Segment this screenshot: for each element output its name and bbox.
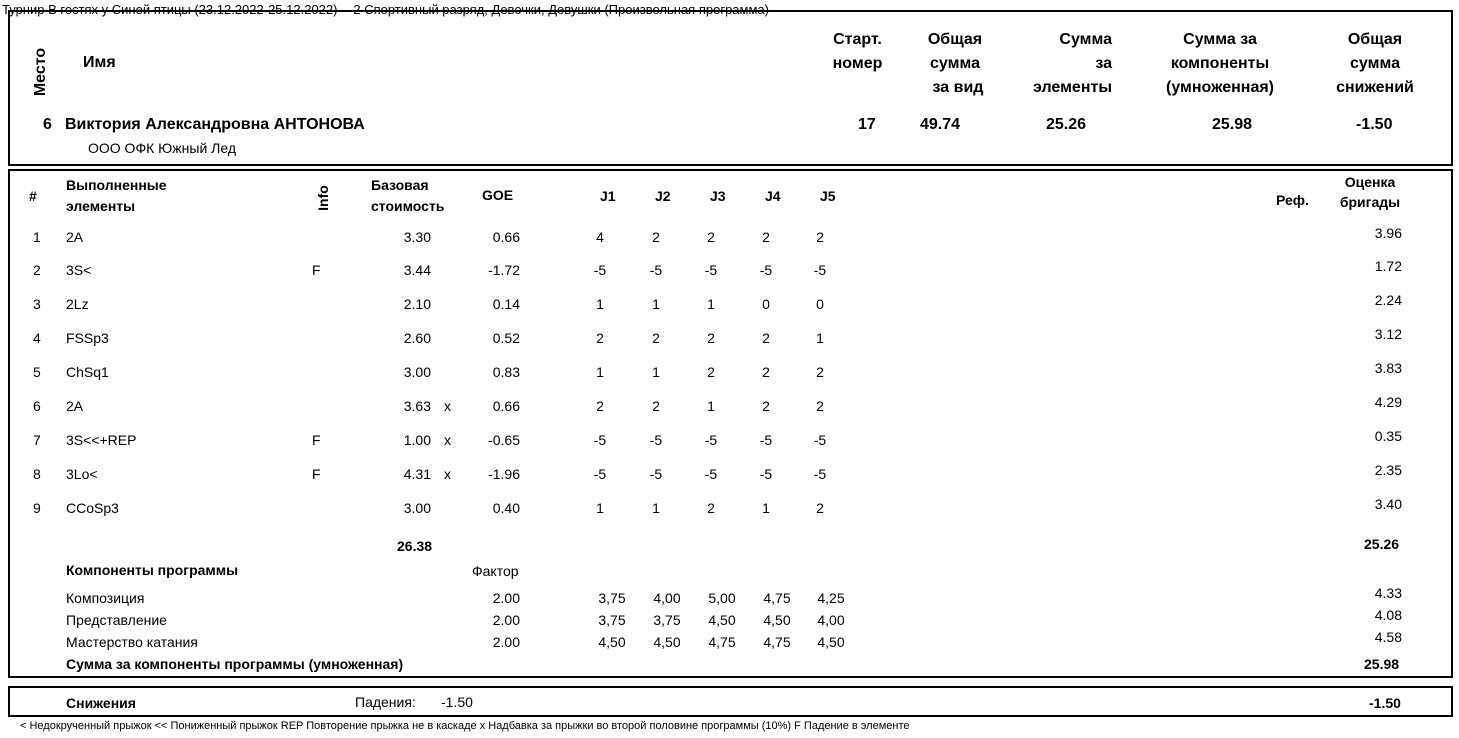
base-label-line2: стоимость [371, 198, 445, 214]
element-judge-2: 1 [652, 500, 660, 516]
total-label-line1: Общая [927, 31, 983, 48]
element-judge-4: 2 [762, 398, 770, 414]
components-label-line3: (умноженная) [1166, 79, 1274, 96]
executed-col-header [66, 175, 167, 217]
element-judge-5: 2 [816, 229, 824, 245]
element-judge-1: 1 [596, 296, 604, 312]
element-judge-5: -5 [813, 262, 827, 278]
goe-col-header: GOE [482, 187, 514, 203]
elements-label-line3: элементы [1033, 79, 1112, 96]
element-goe: 0.66 [492, 398, 520, 414]
j5-col-header: J5 [820, 188, 836, 204]
components-score-header [1150, 28, 1290, 100]
component-factor: 2.00 [492, 612, 520, 628]
elements-score-header [1020, 28, 1112, 100]
element-name: 3S<<+REP [66, 432, 137, 448]
element-judge-5: 0 [816, 296, 824, 312]
start-label-line1: Старт. [833, 31, 882, 48]
component-judge-5: 4,50 [817, 634, 845, 650]
skater-total-score: 49.74 [920, 116, 961, 133]
j4-col-header: J4 [765, 188, 781, 204]
name-label: Имя [83, 54, 116, 71]
element-goe: -0.65 [488, 432, 520, 448]
place-label: Место [32, 47, 49, 97]
element-judge-2: 1 [652, 364, 660, 380]
j3-col-header: J3 [710, 188, 726, 204]
element-base-value: 3.00 [403, 364, 431, 380]
element-name: 3S< [66, 262, 92, 278]
element-panel-score: 3.40 [1374, 496, 1402, 512]
element-num: 7 [33, 432, 41, 448]
total-label-line3: за вид [932, 79, 984, 96]
element-name: FSSp3 [66, 330, 109, 346]
component-panel-score: 4.58 [1374, 629, 1402, 645]
element-bonus-marker: x [444, 432, 451, 448]
element-num: 2 [33, 262, 41, 278]
skater-name: Виктория Александровна АНТОНОВА [65, 116, 365, 133]
element-base-value: 2.60 [403, 330, 431, 346]
element-name: 2Lz [66, 296, 89, 312]
ref-col-header: Реф. [1276, 192, 1309, 208]
element-judge-4: 2 [762, 330, 770, 346]
element-judge-5: 2 [816, 364, 824, 380]
skater-club: ООО ОФК Южный Лед [88, 140, 236, 156]
factor-label: Фактор [472, 563, 519, 579]
element-judge-5: 2 [816, 398, 824, 414]
element-judge-1: -5 [593, 432, 607, 448]
element-judge-5: -5 [813, 466, 827, 482]
element-panel-score: 4.29 [1374, 394, 1402, 410]
component-judge-5: 4,25 [817, 590, 845, 606]
component-judge-4: 4,75 [763, 634, 791, 650]
element-base-value: 4.31 [403, 466, 431, 482]
deductions-header [1320, 28, 1430, 100]
element-panel-score: 1.72 [1374, 258, 1402, 274]
element-judge-5: 1 [816, 330, 824, 346]
component-judge-1: 3,75 [598, 612, 626, 628]
j1-col-header: J1 [600, 188, 616, 204]
legend-footer: < Недокрученный прыжок << Пониженный прыжок REP Повторение прыжка не в каскаде x Надбавка за прыжки во второй половине программы (10%) F Падение в элементе [20, 720, 910, 732]
element-judge-2: 1 [652, 296, 660, 312]
deductions-label-line2: сумма [1350, 55, 1400, 72]
element-judge-1: 2 [596, 398, 604, 414]
start-number-header [815, 28, 900, 76]
component-row [0, 585, 1459, 610]
skater-place: 6 [43, 116, 52, 133]
component-judge-2: 3,75 [653, 612, 681, 628]
element-judge-1: 1 [596, 364, 604, 380]
element-judge-3: -5 [704, 466, 718, 482]
deductions-box [8, 686, 1453, 717]
component-name: Представление [66, 612, 167, 628]
component-panel-score: 4.33 [1374, 585, 1402, 601]
components-label-line1: Сумма за [1183, 31, 1257, 48]
element-num: 8 [33, 466, 41, 482]
j2-col-header: J2 [655, 188, 671, 204]
component-judge-3: 5,00 [708, 590, 736, 606]
element-info: F [312, 432, 321, 448]
deductions-label: Снижения [66, 695, 136, 711]
component-factor: 2.00 [492, 634, 520, 650]
component-judge-1: 4,50 [598, 634, 626, 650]
total-label-line2: сумма [930, 55, 980, 72]
skater-elements-score: 25.26 [1046, 116, 1087, 133]
total-score-header [905, 28, 1005, 100]
component-judge-5: 4,00 [817, 612, 845, 628]
num-col-header: # [29, 188, 37, 204]
element-info: F [312, 466, 321, 482]
element-row [0, 360, 1459, 384]
element-num: 9 [33, 500, 41, 516]
element-goe: 0.66 [492, 229, 520, 245]
panel-score-col-header [1330, 172, 1410, 212]
element-goe: 0.52 [492, 330, 520, 346]
element-panel-score: 0.35 [1374, 428, 1402, 444]
element-row [0, 496, 1459, 520]
component-row [0, 607, 1459, 632]
element-base-value: 3.30 [403, 229, 431, 245]
falls-label: Падения: [355, 694, 416, 710]
element-judge-3: 2 [707, 364, 715, 380]
element-judge-1: 2 [596, 330, 604, 346]
element-judge-2: -5 [649, 432, 663, 448]
element-judge-3: -5 [704, 432, 718, 448]
element-name: 2A [66, 229, 84, 245]
panel-label-line1: Оценка [1344, 174, 1396, 190]
element-judge-3: 1 [707, 398, 715, 414]
element-judge-4: 0 [762, 296, 770, 312]
element-num: 5 [33, 364, 41, 380]
element-base-value: 1.00 [403, 432, 431, 448]
deductions-label-line3: снижений [1336, 79, 1414, 96]
element-row [0, 462, 1459, 486]
element-name: 3Lo< [66, 466, 98, 482]
component-judge-4: 4,75 [763, 590, 791, 606]
element-judge-2: 2 [652, 229, 660, 245]
components-total-label: Сумма за компоненты программы (умноженная) [66, 656, 404, 672]
element-panel-score: 3.83 [1374, 360, 1402, 376]
element-row [0, 428, 1459, 452]
executed-label-line2: элементы [66, 198, 136, 214]
element-judge-3: 1 [707, 296, 715, 312]
component-name: Мастерство катания [66, 634, 198, 650]
element-judge-4: 1 [762, 500, 770, 516]
info-col-header: Info [315, 185, 331, 211]
element-row [0, 258, 1459, 282]
element-judge-1: 1 [596, 500, 604, 516]
component-panel-score: 4.08 [1374, 607, 1402, 623]
element-goe: -1.72 [488, 262, 520, 278]
element-judge-5: 2 [816, 500, 824, 516]
element-panel-score: 3.12 [1374, 326, 1402, 342]
element-goe: 0.40 [492, 500, 520, 516]
element-goe: -1.96 [488, 466, 520, 482]
component-judge-3: 4,75 [708, 634, 736, 650]
deductions-total: -1.50 [1369, 695, 1401, 711]
element-base-value: 3.00 [403, 500, 431, 516]
elements-label-line2: за [1095, 55, 1112, 72]
element-judge-2: 2 [652, 398, 660, 414]
element-info: F [312, 262, 321, 278]
element-goe: 0.83 [492, 364, 520, 380]
element-judge-4: 2 [762, 229, 770, 245]
element-judge-5: -5 [813, 432, 827, 448]
elements-label-line1: Сумма [1059, 31, 1112, 48]
element-bonus-marker: x [444, 466, 451, 482]
element-base-value: 2.10 [403, 296, 431, 312]
element-num: 6 [33, 398, 41, 414]
start-label-line2: номер [832, 55, 883, 72]
components-heading: Компоненты программы [66, 562, 239, 578]
element-name: 2A [66, 398, 84, 414]
element-row [0, 326, 1459, 350]
element-judge-3: 2 [707, 229, 715, 245]
element-judge-4: 2 [762, 364, 770, 380]
element-goe: 0.14 [492, 296, 520, 312]
components-label-line2: компоненты [1170, 55, 1270, 72]
panel-label-line2: бригады [1339, 194, 1401, 210]
skater-start-number: 17 [858, 116, 876, 133]
protocol-title: Турнир В гостях у Синей птицы (23.12.2022-25.12.2022) -- 2 Спортивный разряд, Девочки, Девушки (Произвольная программа) [2, 2, 769, 17]
element-judge-3: -5 [704, 262, 718, 278]
element-judge-4: -5 [759, 432, 773, 448]
element-num: 3 [33, 296, 41, 312]
element-judge-1: -5 [593, 262, 607, 278]
component-row [0, 629, 1459, 654]
deductions-label-line1: Общая [1347, 31, 1403, 48]
element-judge-4: -5 [759, 466, 773, 482]
element-row [0, 225, 1459, 249]
element-name: ChSq1 [66, 364, 109, 380]
component-name: Композиция [66, 590, 145, 606]
element-judge-4: -5 [759, 262, 773, 278]
element-num: 4 [33, 330, 41, 346]
component-factor: 2.00 [492, 590, 520, 606]
executed-label-line1: Выполненные [66, 177, 167, 193]
element-row [0, 394, 1459, 418]
base-value-col-header [371, 175, 444, 217]
element-judge-3: 2 [707, 500, 715, 516]
elements-total-score: 25.26 [1364, 536, 1400, 552]
element-judge-2: -5 [649, 466, 663, 482]
base-label-line1: Базовая [371, 177, 429, 193]
element-bonus-marker: x [444, 398, 451, 414]
falls-value: -1.50 [441, 694, 473, 710]
element-row [0, 292, 1459, 316]
element-base-value: 3.63 [403, 398, 431, 414]
element-judge-2: -5 [649, 262, 663, 278]
component-judge-1: 3,75 [598, 590, 626, 606]
skater-components-score: 25.98 [1212, 116, 1253, 133]
element-panel-score: 3.96 [1374, 225, 1402, 241]
component-judge-3: 4,50 [708, 612, 736, 628]
components-total: 25.98 [1364, 656, 1400, 672]
component-judge-4: 4,50 [763, 612, 791, 628]
element-panel-score: 2.24 [1374, 292, 1402, 308]
element-name: CCoSp3 [66, 500, 119, 516]
element-num: 1 [33, 229, 41, 245]
skater-deductions: -1.50 [1356, 116, 1393, 133]
element-judge-3: 2 [707, 330, 715, 346]
element-base-value: 3.44 [403, 262, 431, 278]
component-judge-2: 4,50 [653, 634, 681, 650]
element-panel-score: 2.35 [1374, 462, 1402, 478]
element-judge-1: -5 [593, 466, 607, 482]
element-judge-2: 2 [652, 330, 660, 346]
component-judge-2: 4,00 [653, 590, 681, 606]
element-judge-1: 4 [596, 229, 604, 245]
elements-total-base: 26.38 [397, 538, 433, 554]
